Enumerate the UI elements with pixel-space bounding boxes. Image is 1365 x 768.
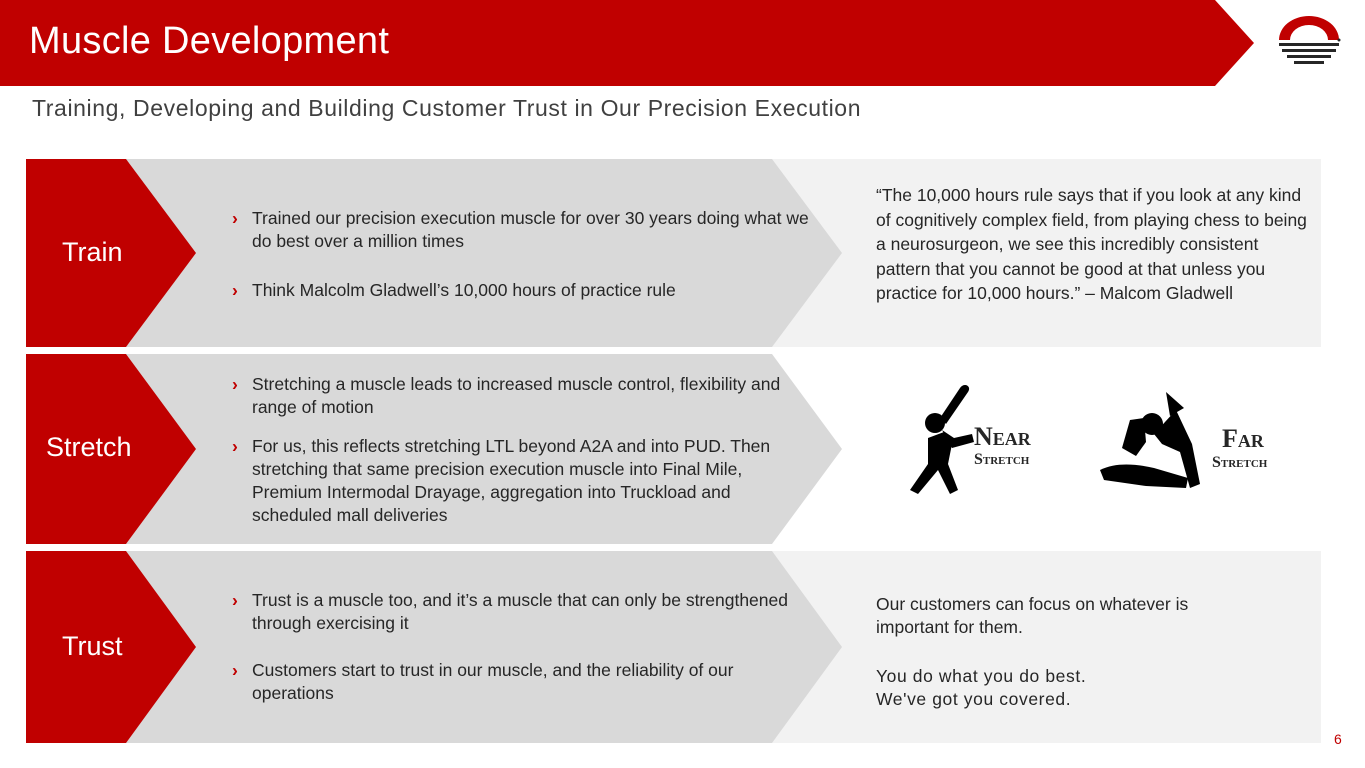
yoga-pose-figure-icon (1096, 384, 1206, 494)
header-banner (0, 0, 1365, 86)
far-stretch-title: Far (1222, 424, 1264, 453)
company-logo (1276, 14, 1342, 75)
gladwell-quote: “The 10,000 hours rule says that if you look at any kind of cognitively complex field, from playing chess to being a neurosurgeon, we see this incredibly consistent pattern that you cannot be good at that unless you practice for 10,000 hours.” – Malcom Gladwell (876, 185, 1307, 303)
trust-row-background (26, 551, 1321, 743)
near-stretch-subtitle: Stretch (974, 451, 1030, 468)
tagline-line-1: You do what you do best. (876, 666, 1087, 686)
trust-label: Trust (62, 631, 123, 661)
chevron-right-icon: › (232, 374, 238, 394)
page-title: Muscle Development (29, 20, 390, 62)
stretch-label: Stretch (46, 432, 132, 462)
tagline-line-2: We've got you covered. (876, 689, 1072, 709)
chevron-right-icon: › (232, 208, 238, 228)
chevron-right-icon: › (232, 660, 238, 680)
page-subtitle: Training, Developing and Building Customer Trust in Our Precision Execution (32, 95, 862, 121)
customer-focus-text: Our customers can focus on whatever is important for them. (876, 594, 1189, 637)
sun-horizon-logo-icon (1276, 14, 1342, 70)
near-stretch-title: Near (974, 422, 1031, 451)
chevron-right-icon: › (232, 280, 238, 300)
stretch-row: Stretch › Stretching a muscle leads to increased muscle control, flexibility and range of motion › For us, this reflects stretching LTL beyond A2A and into PUD. Then stretching that same precision execution muscle into Final Mile, Premium Intermodal Drayage, aggregation into Truckload and scheduled mall deliveries Near Stretch Far Stretch (26, 354, 1321, 544)
train-row: Train › Trained our precision execution muscle for over 30 years doing what we do best over a million times › Think Malcolm Gladwell’s 10,000 hours of practice rule “The 10,000 hours rule says that if you look at any kind of cognitively complex field, from playing chess to being a neurosurgeon, we see this incredibly consistent pattern that you cannot be good at that unless you practice for 10,000 hours.” – Malcom Gladwell (26, 159, 1321, 347)
train-label: Train (62, 237, 123, 267)
chevron-right-icon: › (232, 590, 238, 610)
trust-row: Trust › Trust is a muscle too, and it’s a muscle that can only be strengthened through exercising it › Customers start to trust in our muscle, and the reliability of our operations Our customers can focus on whatever is important for them. You do what you do best. We've got you covered. (26, 551, 1321, 743)
chevron-right-icon: › (232, 436, 238, 456)
far-stretch-subtitle: Stretch (1212, 454, 1268, 471)
page-number: 6 (1334, 731, 1342, 747)
